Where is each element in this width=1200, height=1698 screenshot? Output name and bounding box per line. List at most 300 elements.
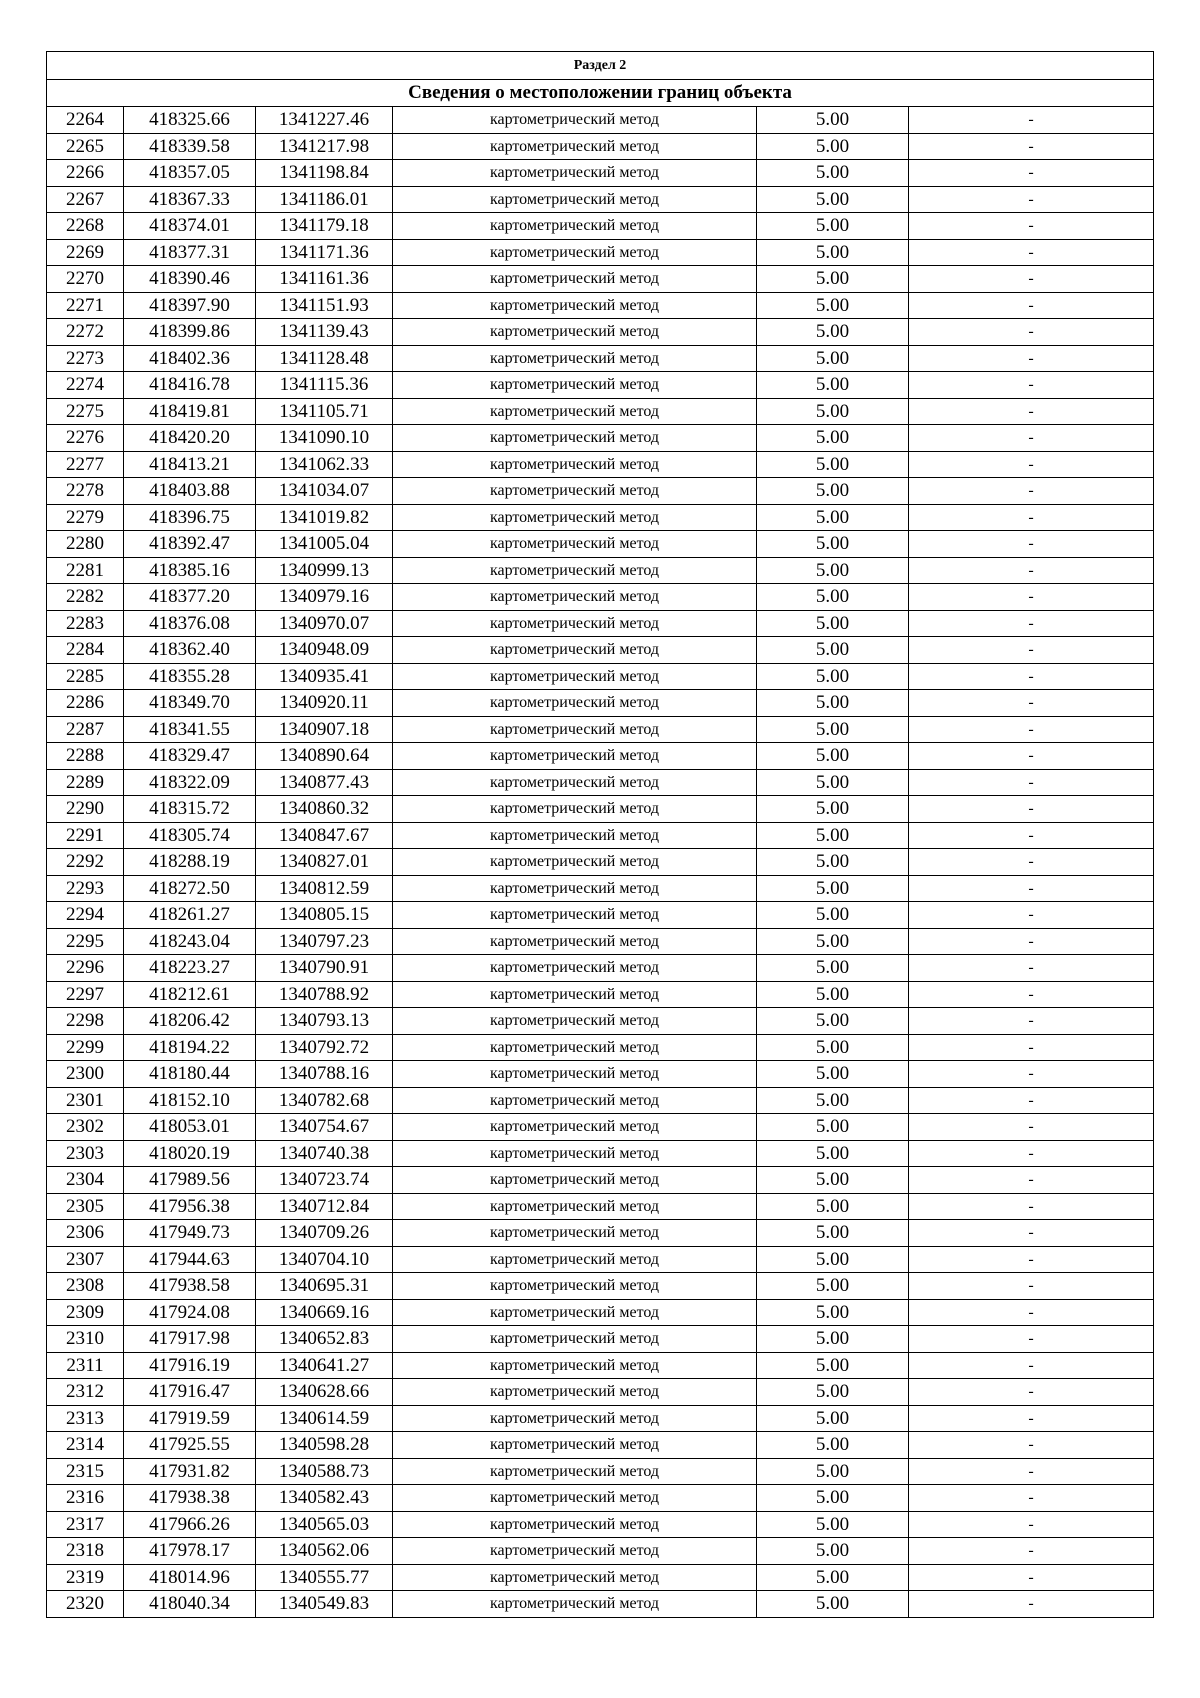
y-coordinate-cell: 1340695.31	[256, 1273, 393, 1300]
y-coordinate-cell: 1341171.36	[256, 239, 393, 266]
method-cell: картометрический метод	[393, 1591, 757, 1618]
description-cell: -	[909, 186, 1154, 213]
y-coordinate-cell: 1340935.41	[256, 663, 393, 690]
y-coordinate-cell: 1340555.77	[256, 1564, 393, 1591]
accuracy-cell: 5.00	[757, 451, 909, 478]
description-cell: -	[909, 1273, 1154, 1300]
x-coordinate-cell: 417978.17	[124, 1538, 256, 1565]
accuracy-cell: 5.00	[757, 133, 909, 160]
accuracy-cell: 5.00	[757, 1352, 909, 1379]
x-coordinate-cell: 418385.16	[124, 557, 256, 584]
accuracy-cell: 5.00	[757, 504, 909, 531]
point-number-cell: 2291	[47, 822, 124, 849]
description-cell: -	[909, 849, 1154, 876]
table-row	[47, 1246, 1154, 1273]
point-number-cell: 2288	[47, 743, 124, 770]
table-row	[47, 1167, 1154, 1194]
accuracy-cell: 5.00	[757, 425, 909, 452]
x-coordinate-cell: 418357.05	[124, 160, 256, 187]
x-coordinate-cell: 417924.08	[124, 1299, 256, 1326]
y-coordinate-cell: 1340641.27	[256, 1352, 393, 1379]
description-cell: -	[909, 425, 1154, 452]
point-number-cell: 2266	[47, 160, 124, 187]
x-coordinate-cell: 417966.26	[124, 1511, 256, 1538]
table-row	[47, 1458, 1154, 1485]
y-coordinate-cell: 1341005.04	[256, 531, 393, 558]
x-coordinate-cell: 418396.75	[124, 504, 256, 531]
y-coordinate-cell: 1340754.67	[256, 1114, 393, 1141]
method-cell: картометрический метод	[393, 292, 757, 319]
method-cell: картометрический метод	[393, 981, 757, 1008]
accuracy-cell: 5.00	[757, 663, 909, 690]
accuracy-cell: 5.00	[757, 1167, 909, 1194]
description-cell: -	[909, 875, 1154, 902]
table-row	[47, 186, 1154, 213]
section-label: Раздел 2	[47, 52, 1154, 80]
y-coordinate-cell: 1340712.84	[256, 1193, 393, 1220]
description-cell: -	[909, 319, 1154, 346]
point-number-cell: 2298	[47, 1008, 124, 1035]
y-coordinate-cell: 1340740.38	[256, 1140, 393, 1167]
accuracy-cell: 5.00	[757, 266, 909, 293]
section-row	[47, 52, 1154, 80]
description-cell: -	[909, 663, 1154, 690]
table-row	[47, 107, 1154, 134]
table-row	[47, 796, 1154, 823]
x-coordinate-cell: 418377.31	[124, 239, 256, 266]
method-cell: картометрический метод	[393, 213, 757, 240]
point-number-cell: 2303	[47, 1140, 124, 1167]
y-coordinate-cell: 1341105.71	[256, 398, 393, 425]
x-coordinate-cell: 418355.28	[124, 663, 256, 690]
point-number-cell: 2278	[47, 478, 124, 505]
point-number-cell: 2287	[47, 716, 124, 743]
table-row	[47, 955, 1154, 982]
description-cell: -	[909, 133, 1154, 160]
method-cell: картометрический метод	[393, 1061, 757, 1088]
description-cell: -	[909, 107, 1154, 134]
point-number-cell: 2283	[47, 610, 124, 637]
point-number-cell: 2295	[47, 928, 124, 955]
accuracy-cell: 5.00	[757, 796, 909, 823]
x-coordinate-cell: 417938.58	[124, 1273, 256, 1300]
method-cell: картометрический метод	[393, 1114, 757, 1141]
description-cell: -	[909, 690, 1154, 717]
table-row	[47, 1087, 1154, 1114]
x-coordinate-cell: 417931.82	[124, 1458, 256, 1485]
accuracy-cell: 5.00	[757, 531, 909, 558]
x-coordinate-cell: 418341.55	[124, 716, 256, 743]
y-coordinate-cell: 1340562.06	[256, 1538, 393, 1565]
table-row	[47, 1405, 1154, 1432]
table-row	[47, 1114, 1154, 1141]
x-coordinate-cell: 418223.27	[124, 955, 256, 982]
accuracy-cell: 5.00	[757, 1591, 909, 1618]
x-coordinate-cell: 418403.88	[124, 478, 256, 505]
table-row	[47, 584, 1154, 611]
x-coordinate-cell: 418420.20	[124, 425, 256, 452]
x-coordinate-cell: 418367.33	[124, 186, 256, 213]
description-cell: -	[909, 531, 1154, 558]
accuracy-cell: 5.00	[757, 1538, 909, 1565]
method-cell: картометрический метод	[393, 1511, 757, 1538]
x-coordinate-cell: 418413.21	[124, 451, 256, 478]
point-number-cell: 2319	[47, 1564, 124, 1591]
accuracy-cell: 5.00	[757, 160, 909, 187]
table-row	[47, 160, 1154, 187]
accuracy-cell: 5.00	[757, 345, 909, 372]
method-cell: картометрический метод	[393, 663, 757, 690]
accuracy-cell: 5.00	[757, 584, 909, 611]
table-row	[47, 743, 1154, 770]
table-row	[47, 981, 1154, 1008]
description-cell: -	[909, 955, 1154, 982]
point-number-cell: 2300	[47, 1061, 124, 1088]
accuracy-cell: 5.00	[757, 716, 909, 743]
table-row	[47, 1299, 1154, 1326]
method-cell: картометрический метод	[393, 928, 757, 955]
x-coordinate-cell: 417917.98	[124, 1326, 256, 1353]
method-cell: картометрический метод	[393, 1352, 757, 1379]
method-cell: картометрический метод	[393, 1538, 757, 1565]
point-number-cell: 2284	[47, 637, 124, 664]
table-row	[47, 1564, 1154, 1591]
description-cell: -	[909, 1246, 1154, 1273]
y-coordinate-cell: 1340723.74	[256, 1167, 393, 1194]
y-coordinate-cell: 1340979.16	[256, 584, 393, 611]
y-coordinate-cell: 1340598.28	[256, 1432, 393, 1459]
x-coordinate-cell: 418272.50	[124, 875, 256, 902]
description-cell: -	[909, 213, 1154, 240]
method-cell: картометрический метод	[393, 398, 757, 425]
y-coordinate-cell: 1341151.93	[256, 292, 393, 319]
table-row	[47, 1034, 1154, 1061]
y-coordinate-cell: 1341128.48	[256, 345, 393, 372]
table-row	[47, 849, 1154, 876]
accuracy-cell: 5.00	[757, 239, 909, 266]
x-coordinate-cell: 418377.20	[124, 584, 256, 611]
y-coordinate-cell: 1340920.11	[256, 690, 393, 717]
x-coordinate-cell: 418362.40	[124, 637, 256, 664]
accuracy-cell: 5.00	[757, 1379, 909, 1406]
accuracy-cell: 5.00	[757, 1246, 909, 1273]
description-cell: -	[909, 478, 1154, 505]
y-coordinate-cell: 1340812.59	[256, 875, 393, 902]
accuracy-cell: 5.00	[757, 981, 909, 1008]
description-cell: -	[909, 1432, 1154, 1459]
y-coordinate-cell: 1340565.03	[256, 1511, 393, 1538]
y-coordinate-cell: 1340827.01	[256, 849, 393, 876]
accuracy-cell: 5.00	[757, 902, 909, 929]
accuracy-cell: 5.00	[757, 213, 909, 240]
x-coordinate-cell: 418305.74	[124, 822, 256, 849]
table-title: Сведения о местоположении границ объекта	[47, 80, 1154, 107]
method-cell: картометрический метод	[393, 1246, 757, 1273]
method-cell: картометрический метод	[393, 1193, 757, 1220]
point-number-cell: 2277	[47, 451, 124, 478]
method-cell: картометрический метод	[393, 1087, 757, 1114]
y-coordinate-cell: 1340628.66	[256, 1379, 393, 1406]
accuracy-cell: 5.00	[757, 928, 909, 955]
x-coordinate-cell: 418288.19	[124, 849, 256, 876]
table-row	[47, 557, 1154, 584]
accuracy-cell: 5.00	[757, 1220, 909, 1247]
x-coordinate-cell: 418053.01	[124, 1114, 256, 1141]
point-number-cell: 2269	[47, 239, 124, 266]
y-coordinate-cell: 1340652.83	[256, 1326, 393, 1353]
point-number-cell: 2272	[47, 319, 124, 346]
point-number-cell: 2296	[47, 955, 124, 982]
description-cell: -	[909, 610, 1154, 637]
table-row	[47, 1432, 1154, 1459]
description-cell: -	[909, 1326, 1154, 1353]
point-number-cell: 2299	[47, 1034, 124, 1061]
accuracy-cell: 5.00	[757, 1087, 909, 1114]
y-coordinate-cell: 1341186.01	[256, 186, 393, 213]
point-number-cell: 2276	[47, 425, 124, 452]
point-number-cell: 2305	[47, 1193, 124, 1220]
accuracy-cell: 5.00	[757, 1273, 909, 1300]
method-cell: картометрический метод	[393, 557, 757, 584]
description-cell: -	[909, 637, 1154, 664]
method-cell: картометрический метод	[393, 107, 757, 134]
table-row	[47, 1485, 1154, 1512]
accuracy-cell: 5.00	[757, 1140, 909, 1167]
description-cell: -	[909, 1299, 1154, 1326]
point-number-cell: 2282	[47, 584, 124, 611]
method-cell: картометрический метод	[393, 425, 757, 452]
point-number-cell: 2314	[47, 1432, 124, 1459]
method-cell: картометрический метод	[393, 902, 757, 929]
point-number-cell: 2285	[47, 663, 124, 690]
description-cell: -	[909, 345, 1154, 372]
method-cell: картометрический метод	[393, 955, 757, 982]
description-cell: -	[909, 1352, 1154, 1379]
description-cell: -	[909, 372, 1154, 399]
method-cell: картометрический метод	[393, 345, 757, 372]
accuracy-cell: 5.00	[757, 1432, 909, 1459]
table-row	[47, 425, 1154, 452]
point-number-cell: 2280	[47, 531, 124, 558]
table-row	[47, 1273, 1154, 1300]
description-cell: -	[909, 981, 1154, 1008]
point-number-cell: 2308	[47, 1273, 124, 1300]
point-number-cell: 2315	[47, 1458, 124, 1485]
x-coordinate-cell: 418397.90	[124, 292, 256, 319]
table-row	[47, 1061, 1154, 1088]
point-number-cell: 2271	[47, 292, 124, 319]
description-cell: -	[909, 1114, 1154, 1141]
description-cell: -	[909, 1034, 1154, 1061]
description-cell: -	[909, 1511, 1154, 1538]
table-row	[47, 1193, 1154, 1220]
table-row	[47, 1538, 1154, 1565]
x-coordinate-cell: 417944.63	[124, 1246, 256, 1273]
y-coordinate-cell: 1341139.43	[256, 319, 393, 346]
accuracy-cell: 5.00	[757, 1034, 909, 1061]
x-coordinate-cell: 417925.55	[124, 1432, 256, 1459]
x-coordinate-cell: 418376.08	[124, 610, 256, 637]
method-cell: картометрический метод	[393, 875, 757, 902]
x-coordinate-cell: 417956.38	[124, 1193, 256, 1220]
point-number-cell: 2292	[47, 849, 124, 876]
table-row	[47, 398, 1154, 425]
method-cell: картометрический метод	[393, 478, 757, 505]
method-cell: картометрический метод	[393, 610, 757, 637]
point-number-cell: 2279	[47, 504, 124, 531]
x-coordinate-cell: 418399.86	[124, 319, 256, 346]
table-row	[47, 319, 1154, 346]
x-coordinate-cell: 417919.59	[124, 1405, 256, 1432]
point-number-cell: 2290	[47, 796, 124, 823]
accuracy-cell: 5.00	[757, 637, 909, 664]
point-number-cell: 2270	[47, 266, 124, 293]
x-coordinate-cell: 418040.34	[124, 1591, 256, 1618]
x-coordinate-cell: 418390.46	[124, 266, 256, 293]
point-number-cell: 2297	[47, 981, 124, 1008]
point-number-cell: 2293	[47, 875, 124, 902]
description-cell: -	[909, 796, 1154, 823]
accuracy-cell: 5.00	[757, 1008, 909, 1035]
table-row	[47, 504, 1154, 531]
method-cell: картометрический метод	[393, 690, 757, 717]
method-cell: картометрический метод	[393, 796, 757, 823]
x-coordinate-cell: 418261.27	[124, 902, 256, 929]
description-cell: -	[909, 239, 1154, 266]
y-coordinate-cell: 1341034.07	[256, 478, 393, 505]
x-coordinate-cell: 418322.09	[124, 769, 256, 796]
method-cell: картометрический метод	[393, 239, 757, 266]
x-coordinate-cell: 418402.36	[124, 345, 256, 372]
description-cell: -	[909, 292, 1154, 319]
method-cell: картометрический метод	[393, 531, 757, 558]
point-number-cell: 2265	[47, 133, 124, 160]
point-number-cell: 2313	[47, 1405, 124, 1432]
point-number-cell: 2273	[47, 345, 124, 372]
accuracy-cell: 5.00	[757, 186, 909, 213]
accuracy-cell: 5.00	[757, 1114, 909, 1141]
y-coordinate-cell: 1340797.23	[256, 928, 393, 955]
y-coordinate-cell: 1340948.09	[256, 637, 393, 664]
method-cell: картометрический метод	[393, 133, 757, 160]
accuracy-cell: 5.00	[757, 610, 909, 637]
description-cell: -	[909, 1220, 1154, 1247]
table-row	[47, 239, 1154, 266]
point-number-cell: 2281	[47, 557, 124, 584]
x-coordinate-cell: 418020.19	[124, 1140, 256, 1167]
description-cell: -	[909, 1167, 1154, 1194]
method-cell: картометрический метод	[393, 716, 757, 743]
x-coordinate-cell: 418152.10	[124, 1087, 256, 1114]
method-cell: картометрический метод	[393, 1167, 757, 1194]
point-number-cell: 2302	[47, 1114, 124, 1141]
accuracy-cell: 5.00	[757, 1564, 909, 1591]
table-row	[47, 1379, 1154, 1406]
y-coordinate-cell: 1340588.73	[256, 1458, 393, 1485]
accuracy-cell: 5.00	[757, 769, 909, 796]
accuracy-cell: 5.00	[757, 398, 909, 425]
method-cell: картометрический метод	[393, 1485, 757, 1512]
y-coordinate-cell: 1340549.83	[256, 1591, 393, 1618]
y-coordinate-cell: 1340890.64	[256, 743, 393, 770]
y-coordinate-cell: 1340790.91	[256, 955, 393, 982]
x-coordinate-cell: 418329.47	[124, 743, 256, 770]
description-cell: -	[909, 1485, 1154, 1512]
y-coordinate-cell: 1340614.59	[256, 1405, 393, 1432]
accuracy-cell: 5.00	[757, 1299, 909, 1326]
method-cell: картометрический метод	[393, 1458, 757, 1485]
description-cell: -	[909, 266, 1154, 293]
accuracy-cell: 5.00	[757, 1458, 909, 1485]
y-coordinate-cell: 1340793.13	[256, 1008, 393, 1035]
x-coordinate-cell: 418392.47	[124, 531, 256, 558]
x-coordinate-cell: 418419.81	[124, 398, 256, 425]
description-cell: -	[909, 504, 1154, 531]
description-cell: -	[909, 769, 1154, 796]
table-row	[47, 822, 1154, 849]
method-cell: картометрический метод	[393, 1379, 757, 1406]
accuracy-cell: 5.00	[757, 319, 909, 346]
y-coordinate-cell: 1340582.43	[256, 1485, 393, 1512]
y-coordinate-cell: 1341115.36	[256, 372, 393, 399]
y-coordinate-cell: 1340788.16	[256, 1061, 393, 1088]
y-coordinate-cell: 1341217.98	[256, 133, 393, 160]
method-cell: картометрический метод	[393, 266, 757, 293]
method-cell: картометрический метод	[393, 372, 757, 399]
y-coordinate-cell: 1340970.07	[256, 610, 393, 637]
accuracy-cell: 5.00	[757, 743, 909, 770]
method-cell: картометрический метод	[393, 849, 757, 876]
table-row	[47, 451, 1154, 478]
description-cell: -	[909, 1061, 1154, 1088]
accuracy-cell: 5.00	[757, 1061, 909, 1088]
point-number-cell: 2306	[47, 1220, 124, 1247]
table-row	[47, 1008, 1154, 1035]
description-cell: -	[909, 822, 1154, 849]
y-coordinate-cell: 1340907.18	[256, 716, 393, 743]
y-coordinate-cell: 1341019.82	[256, 504, 393, 531]
x-coordinate-cell: 417938.38	[124, 1485, 256, 1512]
accuracy-cell: 5.00	[757, 372, 909, 399]
accuracy-cell: 5.00	[757, 478, 909, 505]
description-cell: -	[909, 398, 1154, 425]
description-cell: -	[909, 1538, 1154, 1565]
y-coordinate-cell: 1341227.46	[256, 107, 393, 134]
y-coordinate-cell: 1340782.68	[256, 1087, 393, 1114]
method-cell: картометрический метод	[393, 1140, 757, 1167]
y-coordinate-cell: 1340847.67	[256, 822, 393, 849]
point-number-cell: 2309	[47, 1299, 124, 1326]
accuracy-cell: 5.00	[757, 849, 909, 876]
method-cell: картометрический метод	[393, 743, 757, 770]
description-cell: -	[909, 1564, 1154, 1591]
description-cell: -	[909, 1087, 1154, 1114]
description-cell: -	[909, 160, 1154, 187]
y-coordinate-cell: 1340877.43	[256, 769, 393, 796]
description-cell: -	[909, 1458, 1154, 1485]
method-cell: картометрический метод	[393, 637, 757, 664]
accuracy-cell: 5.00	[757, 557, 909, 584]
point-number-cell: 2310	[47, 1326, 124, 1353]
table-row	[47, 663, 1154, 690]
y-coordinate-cell: 1341198.84	[256, 160, 393, 187]
table-row	[47, 266, 1154, 293]
point-number-cell: 2301	[47, 1087, 124, 1114]
point-number-cell: 2286	[47, 690, 124, 717]
point-number-cell: 2294	[47, 902, 124, 929]
method-cell: картометрический метод	[393, 1405, 757, 1432]
y-coordinate-cell: 1340805.15	[256, 902, 393, 929]
